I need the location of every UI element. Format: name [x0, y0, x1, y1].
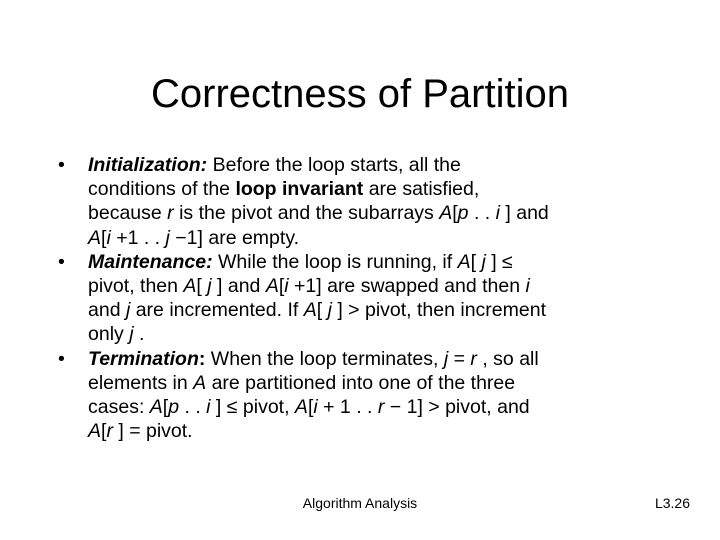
text-run: r	[377, 396, 385, 419]
text-run: ] = pivot.	[112, 420, 193, 443]
bullet-line	[88, 419, 668, 443]
text-run: [	[162, 396, 169, 419]
bullet-termination	[56, 347, 668, 444]
bullet-line	[88, 322, 668, 346]
text-run: j	[165, 226, 170, 249]
text-run: −1] are empty.	[169, 226, 300, 249]
text-run: [	[278, 275, 285, 298]
text-run: r	[106, 420, 113, 443]
text-run: [	[316, 299, 328, 322]
text-run: r	[167, 202, 174, 225]
bullet-text	[88, 153, 668, 250]
text-run: [	[101, 226, 107, 249]
text-run: =	[448, 347, 471, 370]
text-run: are partitioned into one of the three	[206, 371, 516, 394]
bullet-dot-icon: •	[58, 154, 65, 176]
text-run: are incremented. If	[130, 299, 304, 322]
text-run: and	[88, 299, 126, 322]
bullet-line	[88, 177, 668, 201]
bullet-line	[88, 153, 668, 177]
bullet-list	[56, 153, 668, 443]
text-run: r	[470, 347, 477, 370]
text-run: A	[303, 299, 317, 322]
bullet-line	[88, 201, 668, 225]
text-run: Maintenance:	[88, 250, 213, 273]
bullet-line	[88, 274, 668, 298]
bullet-dot-icon: •	[58, 250, 65, 273]
text-run: − 1] > pivot, and	[384, 396, 530, 419]
text-run: cases:	[88, 396, 150, 419]
text-run: p	[168, 396, 180, 419]
footer-course-title: Algorithm Analysis	[302, 495, 418, 511]
text-run: A	[149, 396, 163, 419]
text-run: ] and	[211, 275, 266, 298]
text-run: [	[101, 420, 107, 443]
text-run: ] ≤	[485, 250, 513, 273]
text-run: , so all	[476, 347, 539, 370]
text-run: because	[88, 202, 168, 225]
text-run: [	[196, 275, 208, 298]
text-run: ] and	[499, 202, 549, 225]
text-run: [	[470, 250, 482, 273]
text-run: conditions of the	[88, 178, 236, 201]
text-run: . .	[179, 396, 207, 419]
text-run: A	[457, 250, 471, 273]
text-run: A	[294, 396, 308, 419]
bullet-line	[88, 347, 668, 371]
text-run: :	[198, 347, 206, 370]
bullet-line	[88, 298, 668, 322]
footer-slide-number: L3.26	[654, 495, 690, 511]
text-run: p	[457, 202, 469, 225]
slide-title: Correctness of Partition	[151, 72, 569, 116]
text-run: A	[88, 226, 102, 249]
bullet-text	[88, 347, 668, 444]
text-run: i	[313, 396, 318, 419]
text-run: i	[106, 226, 111, 249]
text-run: Initialization:	[88, 154, 208, 176]
text-run: Termination	[88, 347, 199, 370]
text-run: + 1 . .	[317, 396, 378, 419]
text-run: j	[207, 275, 212, 298]
text-run: only	[88, 323, 130, 346]
text-run: +1] are swapped and then	[288, 275, 526, 298]
text-run: ] > pivot, then increment	[331, 299, 546, 322]
text-run: When the loop terminates,	[205, 347, 444, 370]
text-run: +1 . .	[110, 226, 166, 249]
text-run: j	[443, 347, 449, 370]
text-run: A	[183, 275, 197, 298]
text-run: Before the loop starts, all the	[207, 154, 461, 176]
text-run: elements in	[88, 371, 194, 394]
text-run: [	[452, 202, 458, 225]
bullet-line	[88, 371, 668, 395]
text-run: .	[133, 323, 145, 346]
text-run: A	[193, 371, 207, 394]
text-run: j	[125, 299, 131, 322]
bullet-dot-icon: •	[58, 347, 65, 370]
bullet-line	[88, 395, 668, 419]
bullet-line	[88, 250, 668, 274]
text-run: A	[265, 275, 279, 298]
bullet-initialization	[56, 153, 668, 250]
bullet-line	[88, 226, 668, 250]
text-run: j	[327, 299, 332, 322]
text-run: A	[88, 420, 102, 443]
text-run: are satisfied,	[363, 178, 480, 201]
text-run: i	[206, 396, 211, 419]
text-run: i	[495, 202, 500, 225]
text-run: [	[307, 396, 314, 419]
text-run: i	[284, 275, 289, 298]
bullet-text	[88, 250, 668, 347]
text-run: j	[129, 323, 134, 346]
text-run: pivot, then	[88, 275, 184, 298]
text-run: j	[481, 250, 486, 273]
text-run: loop invariant	[235, 178, 364, 201]
text-run: is the pivot and the subarrays	[173, 202, 440, 225]
bullet-maintenance	[56, 250, 668, 347]
text-run: ] ≤ pivot,	[210, 396, 295, 419]
text-run: . .	[468, 202, 496, 225]
text-run: While the loop is running, if	[212, 250, 458, 273]
text-run: A	[439, 202, 453, 225]
text-run: i	[525, 275, 530, 298]
